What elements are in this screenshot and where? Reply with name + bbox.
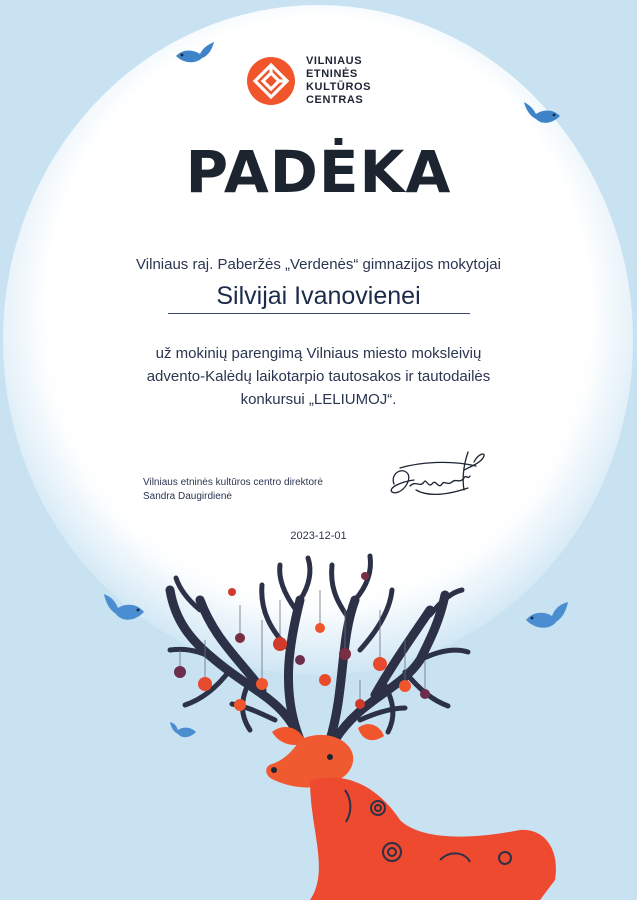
award-reason [90, 342, 547, 411]
award-reason-line-1: už mokinių parengimą Vilniaus miesto moksleivių [155, 345, 482, 362]
award-reason-line-3: konkursui „LELIUMOJ“. [240, 391, 397, 408]
bird-icon [100, 592, 148, 626]
deer-illustration [0, 540, 637, 900]
award-reason-line-2: advento-Kalėdų laikotarpio tautosakos ir tautodailės [146, 368, 491, 385]
bird-icon [172, 38, 218, 68]
logo-line-4: CENTRAS [306, 94, 364, 106]
director-position: Vilniaus etninės kultūros centro direktorė [143, 477, 323, 488]
director-name: Sandra Daugirdienė [143, 491, 232, 502]
logo-line-3: KULTŪROS [306, 81, 372, 93]
recipient-role: Vilniaus raj. Paberžės „Verdenės“ gimnazijos mokytojai [136, 256, 501, 273]
bird-icon [522, 600, 572, 634]
vekc-logo [246, 52, 406, 114]
recipient-name: Silvijai Ivanovienei [216, 282, 421, 310]
recipient-underline [168, 313, 470, 314]
certificate-title: PADĖKA [185, 138, 452, 206]
bird-icon [168, 720, 198, 742]
logo-text [306, 55, 416, 107]
handwritten-signature [380, 444, 490, 514]
logo-line-2: ETNINĖS [306, 68, 358, 80]
director-block [143, 476, 323, 504]
vekc-logo-icon [246, 56, 296, 106]
bird-icon [522, 100, 564, 130]
certificate-date: 2023-12-01 [290, 530, 347, 542]
logo-line-1: VILNIAUS [306, 55, 363, 67]
